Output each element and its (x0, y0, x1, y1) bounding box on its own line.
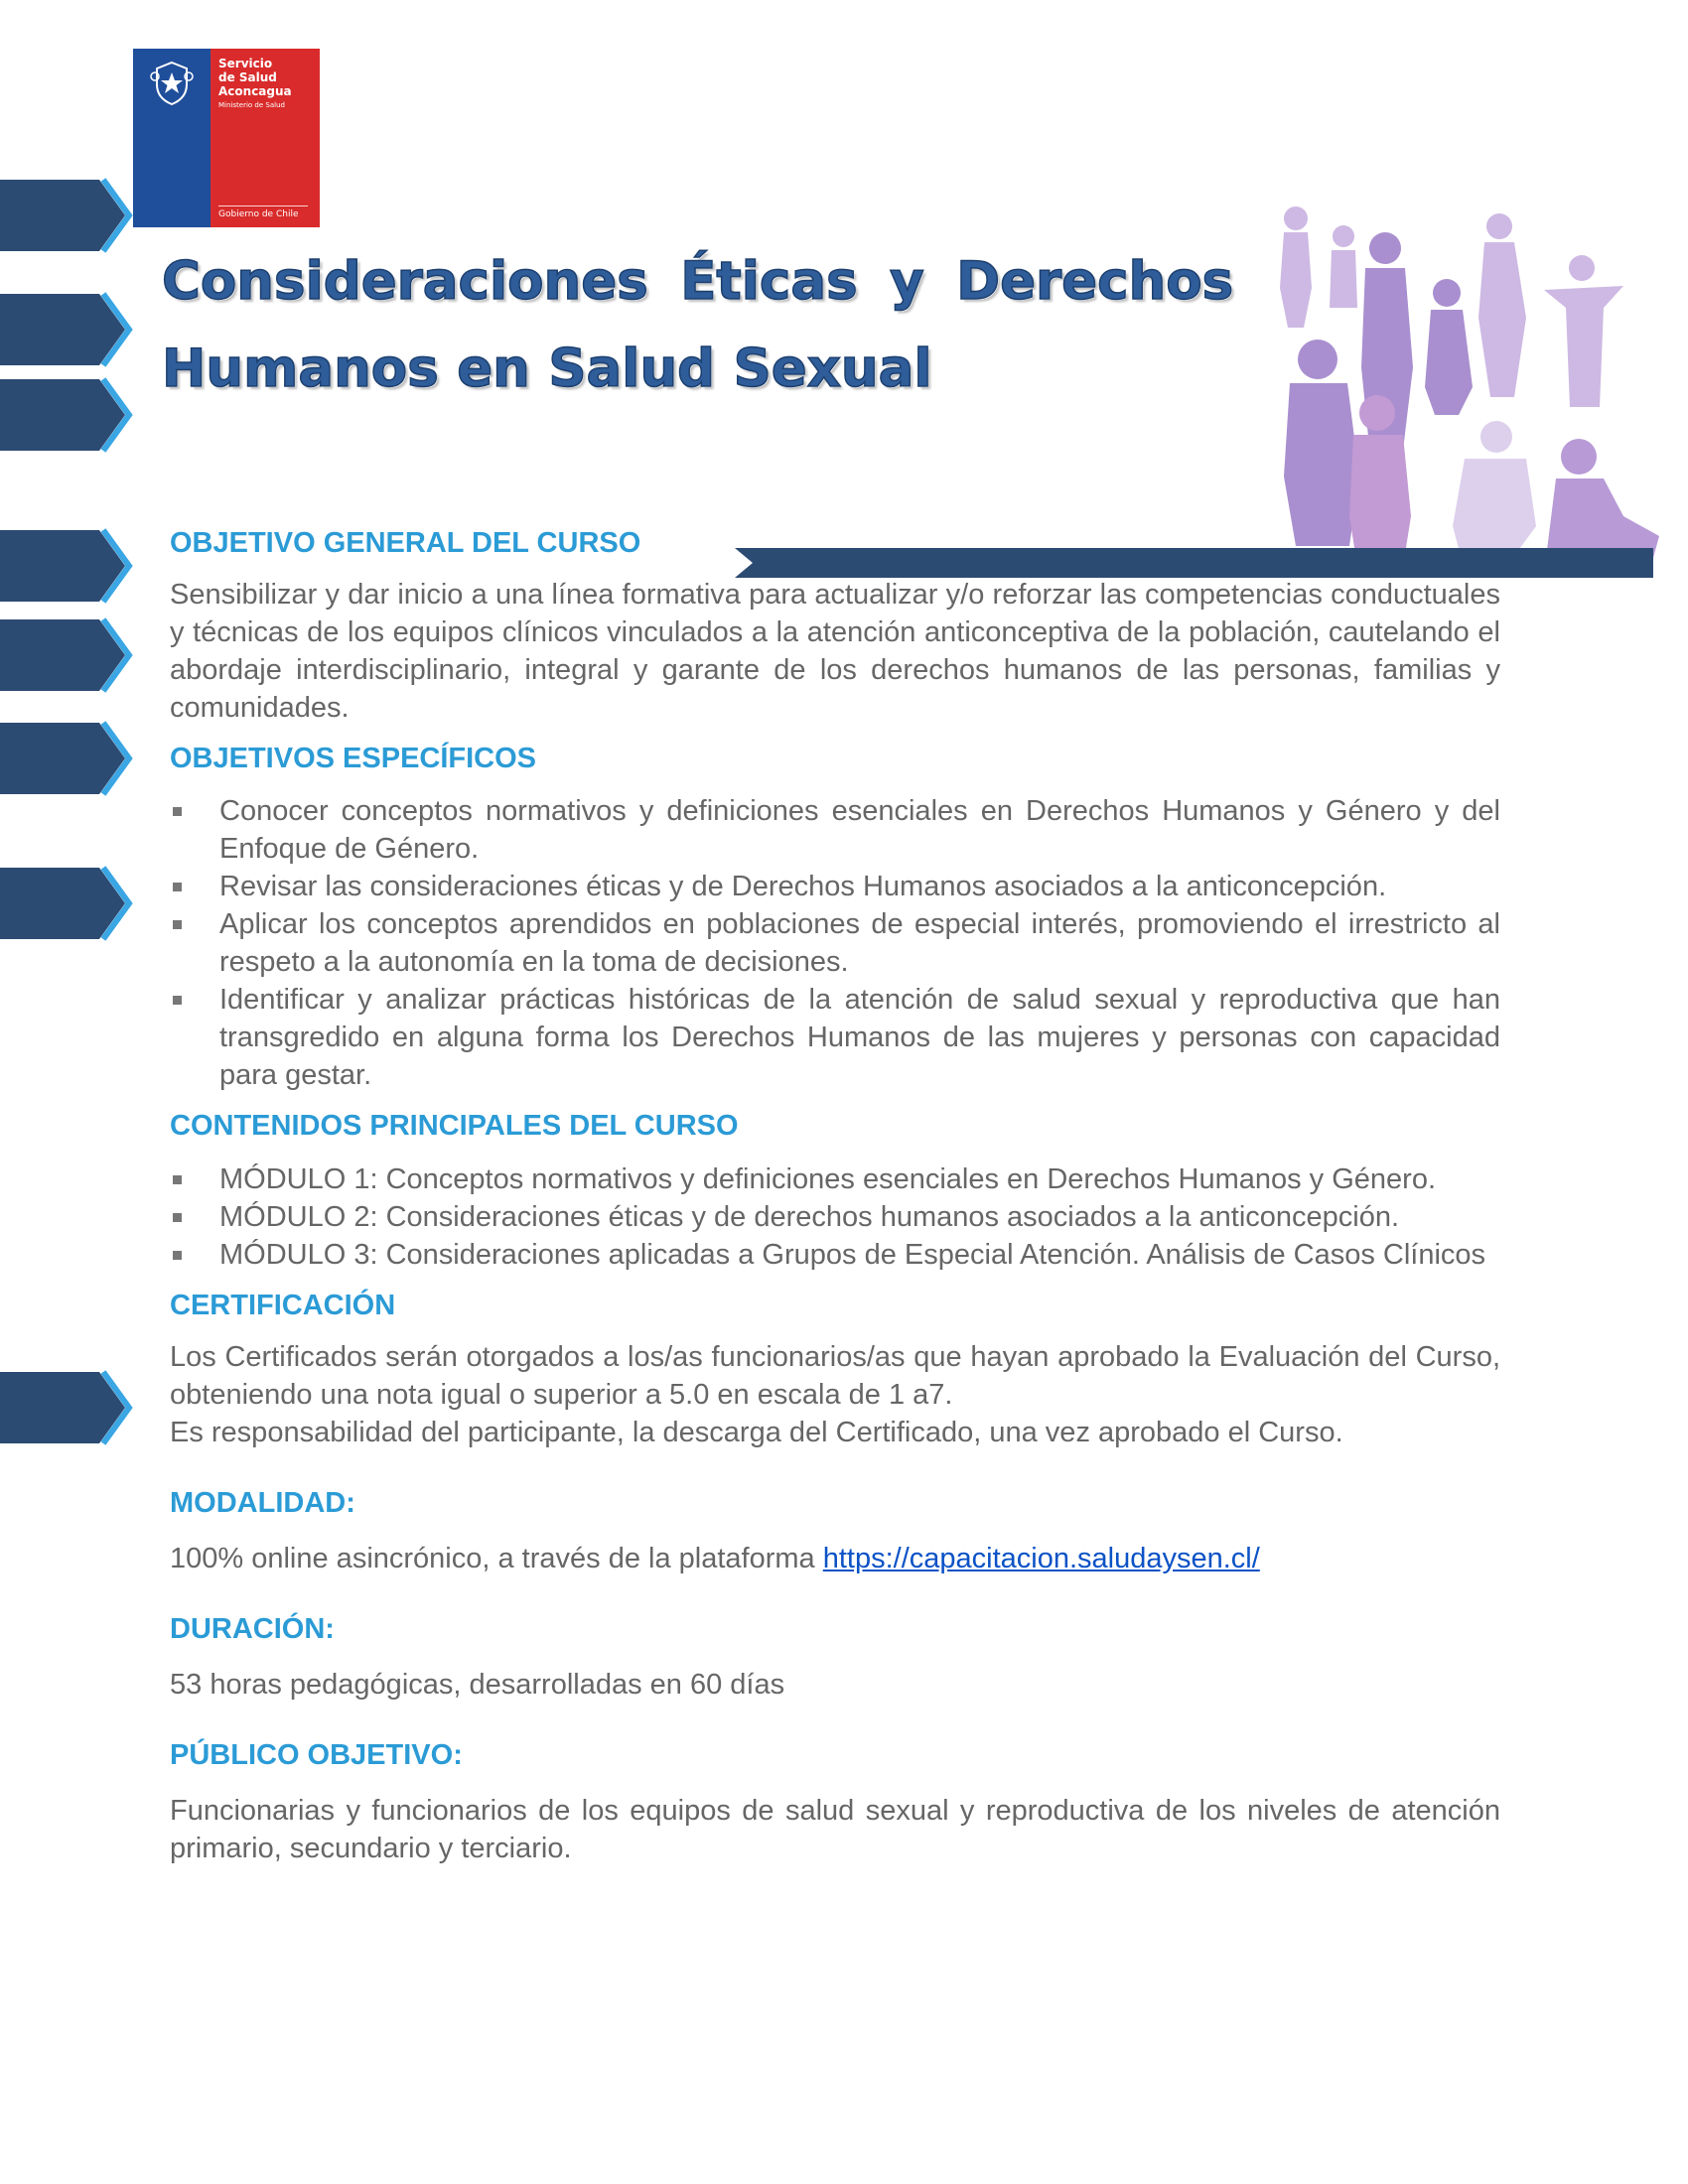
logo-line-3: Aconcagua (218, 84, 292, 98)
contenidos-list (170, 1160, 1500, 1274)
chevron-arrow-icon (0, 864, 139, 943)
duracion-text: 53 horas pedagógicas, desarrolladas en 60 días (170, 1669, 785, 1701)
chevron-arrow-icon (0, 719, 139, 798)
section-heading-publico-objetivo: PÚBLICO OBJETIVO: (170, 1739, 463, 1771)
platform-link[interactable]: https://capacitacion.saludaysen.cl/ (822, 1543, 1260, 1574)
section-heading-objetivos-especificos: OBJETIVOS ESPECÍFICOS (170, 743, 537, 774)
list-item: Revisar las consideraciones éticas y de Derechos Humanos asociados a la anticoncepción. (170, 868, 1500, 905)
list-item: Conocer conceptos normativos y definiciones esenciales en Derechos Humanos y Género y del Enfoque de Género. (170, 792, 1500, 868)
logo-government: Gobierno de Chile (218, 205, 308, 219)
people-silhouettes-illustration (1266, 199, 1663, 561)
modalidad-text (170, 1540, 1500, 1577)
publico-objetivo-text: Funcionarias y funcionarios de los equipos de salud sexual y reproductiva de los niveles de atención primario, secundario y terciario. (170, 1795, 1500, 1864)
course-content (170, 524, 1500, 1867)
chevron-arrow-icon (0, 1368, 139, 1447)
section-heading-certificacion: CERTIFICACIÓN (170, 1290, 396, 1321)
logo-line-1: Servicio (218, 57, 273, 70)
chevron-arrow-icon (0, 615, 139, 695)
objetivo-general-text: Sensibilizar y dar inicio a una línea formativa para actualizar y/o reforzar las competencias conductuales y técnicas de los equipos clínicos vinculados a la atención anticonceptiva de la población, cautelando el abordaje interdisciplinario, integral y garante de los derechos humanos de las personas, familias y comunidades. (170, 579, 1500, 724)
chevron-arrow-icon (0, 176, 139, 255)
section-heading-contenidos: CONTENIDOS PRINCIPALES DEL CURSO (170, 1110, 739, 1142)
modalidad-description: 100% online asincrónico, a través de la plataforma (170, 1543, 823, 1574)
list-item: MÓDULO 2: Consideraciones éticas y de derechos humanos asociados a la anticoncepción. (170, 1198, 1500, 1236)
section-heading-modalidad: MODALIDAD: (170, 1487, 355, 1519)
logo-ministry: Ministerio de Salud (218, 101, 285, 109)
chevron-arrow-icon (0, 526, 139, 606)
list-item: Identificar y analizar prácticas históricas de la atención de salud sexual y reproductiva que han transgredido en alguna forma los Derechos Humanos de las mujeres y personas con capacidad para gestar. (170, 981, 1500, 1094)
list-item: MÓDULO 1: Conceptos normativos y definiciones esenciales en Derechos Humanos y Género. (170, 1160, 1500, 1198)
section-heading-duracion: DURACIÓN: (170, 1613, 335, 1645)
logo-blue-panel (133, 49, 211, 227)
list-item: MÓDULO 3: Consideraciones aplicadas a Grupos de Especial Atención. Análisis de Casos Clínicos (170, 1236, 1500, 1274)
section-heading-objetivo-general: OBJETIVO GENERAL DEL CURSO (170, 527, 641, 559)
page-title (162, 238, 1254, 413)
certificacion-text: Los Certificados serán otorgados a los/as funcionarios/as que hayan aprobado la Evaluación del Curso, obteniendo una nota igual o superior a 5.0 en escala de 1 a7. (170, 1341, 1500, 1411)
page-title-line-1: Consideraciones Éticas y Derechos (162, 251, 1234, 312)
logo-red-panel (211, 49, 320, 227)
coat-of-arms-icon (145, 57, 199, 110)
logo-line-2: de Salud (218, 70, 277, 84)
page-title-line-2: Humanos en Salud Sexual (162, 339, 932, 399)
objetivos-especificos-list (170, 792, 1500, 1094)
chevron-arrow-icon (0, 290, 139, 369)
logo (133, 49, 320, 227)
logo-service-name (218, 57, 318, 110)
chevron-arrow-icon (0, 375, 139, 455)
certificacion-note: Es responsabilidad del participante, la descarga del Certificado, una vez aprobado el Curso. (170, 1417, 1343, 1448)
list-item: Aplicar los conceptos aprendidos en poblaciones de especial interés, promoviendo el irrestricto al respeto a la autonomía en la toma de decisiones. (170, 905, 1500, 981)
